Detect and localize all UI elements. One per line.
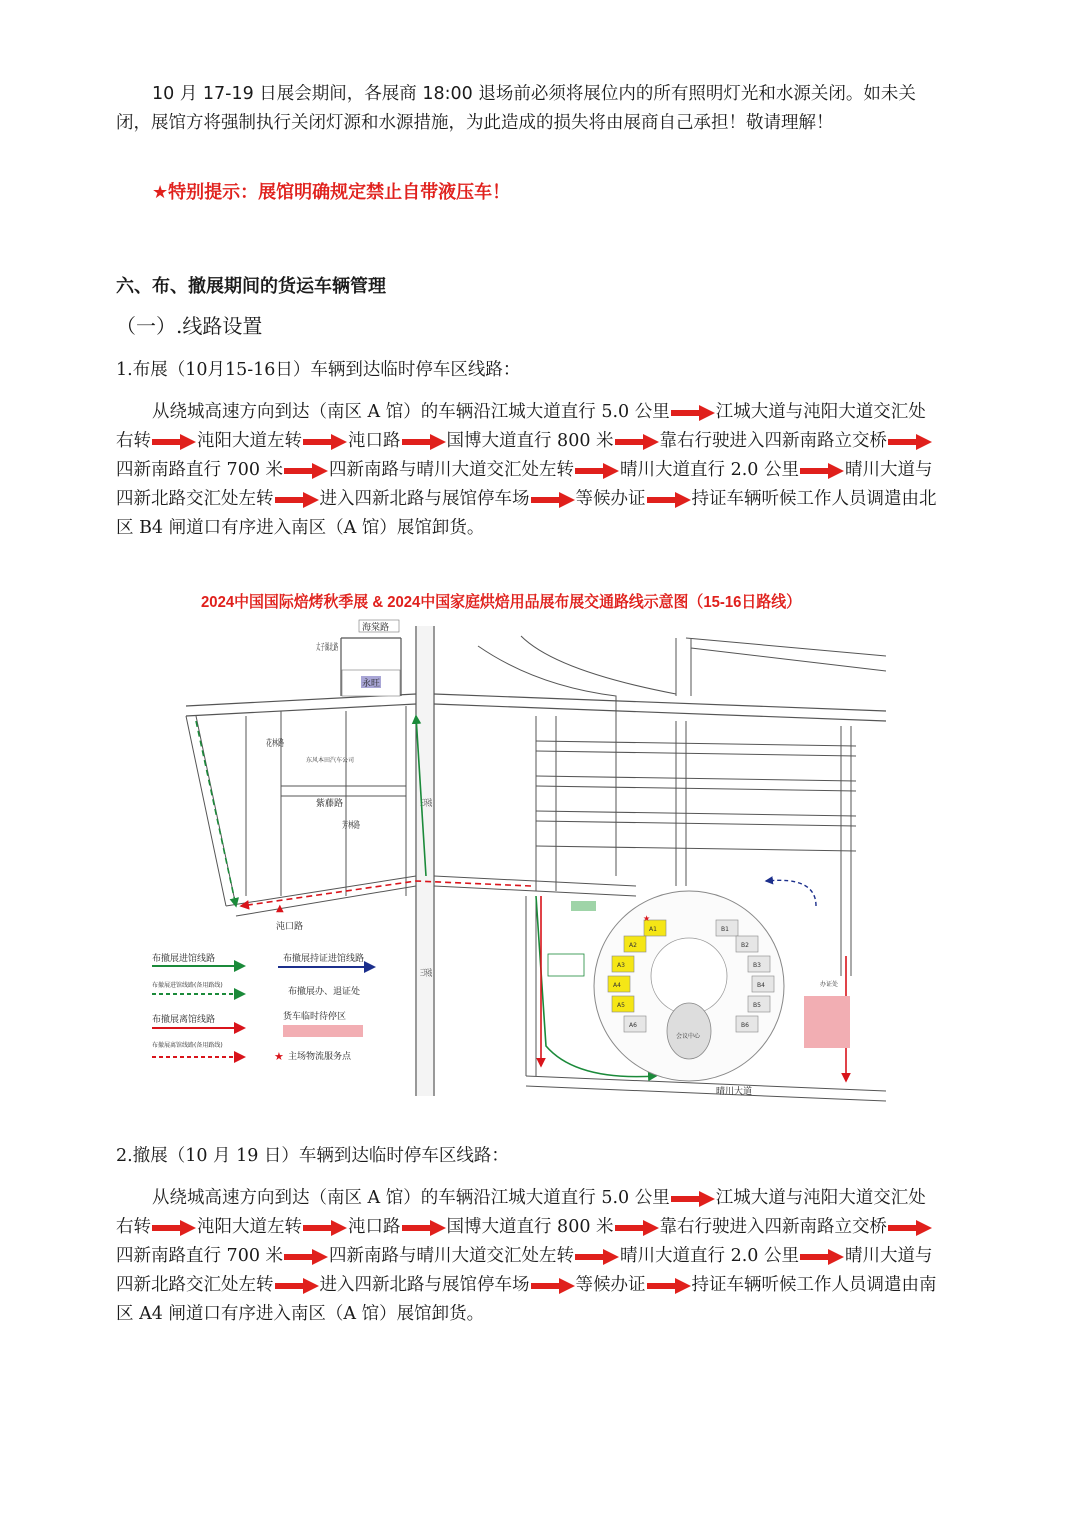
hall-b1: B1 bbox=[721, 926, 729, 933]
red-arrow-icon bbox=[275, 492, 319, 508]
hall-b4: B4 bbox=[757, 982, 765, 989]
legend-temp-parking: 货车临时待停区 bbox=[283, 1012, 347, 1022]
warning-triangle-icon: ▲ bbox=[276, 903, 284, 914]
label-fanglin-road: 芳林路 bbox=[342, 821, 370, 831]
hall-b5: B5 bbox=[753, 1002, 761, 1009]
legend-cert-office: 布撤展办、退证处 bbox=[288, 987, 361, 997]
route-step: 持证车辆听候工作人员调遣由北区 B4 闸道口有序进入南区（A 馆）展馆卸货。 bbox=[116, 489, 937, 538]
route-step: 从绕城高速方向到达（南区 A 馆）的车辆沿江城大道直行 5.0 公里 bbox=[152, 1188, 670, 1208]
intro-paragraph: 10 月 17-19 日展会期间，各展商 18:00 退场前必须将展位内的所有照明灯光和水源关闭。如未关闭，展馆方将强制执行关闭灯源和水源措施，为此造成的损失将由展商自己承担！敬请理解！ bbox=[116, 84, 916, 133]
hall-b3: B3 bbox=[753, 962, 761, 969]
route-step: 江城大道与沌阳大道交汇处右转 bbox=[116, 1188, 926, 1237]
route2-paragraph bbox=[116, 1184, 942, 1329]
label-hualin-road: 花林路 bbox=[266, 739, 294, 749]
red-arrow-icon bbox=[575, 463, 619, 479]
route-step: 进入四新北路与展馆停车场 bbox=[319, 1275, 530, 1295]
temp-parking-area bbox=[804, 996, 850, 1048]
route1-paragraph bbox=[116, 398, 942, 543]
route-step: 四新南路与晴川大道交汇处左转 bbox=[329, 1246, 575, 1266]
red-arrow-icon bbox=[531, 492, 575, 508]
red-arrow-icon bbox=[152, 434, 196, 450]
red-arrow-icon bbox=[888, 1220, 932, 1236]
red-arrow-icon bbox=[615, 434, 659, 450]
red-arrow-icon bbox=[647, 1278, 691, 1294]
route-step: 沌口路 bbox=[348, 431, 401, 451]
label-taizihu-north: 太子湖北路 bbox=[316, 643, 362, 653]
route-step: 沌口路 bbox=[348, 1217, 401, 1237]
hall-a4: A4 bbox=[613, 982, 621, 989]
label-dongfeng: 东风本田汽车公司 bbox=[306, 757, 355, 764]
legend-in-route: 布撤展进馆线路 bbox=[152, 954, 216, 964]
route-step: 晴川大道直行 2.0 公里 bbox=[620, 460, 799, 480]
route-step: 等候办证 bbox=[575, 489, 646, 509]
route-step: 靠右行驶进入四新南路立交桥 bbox=[659, 1217, 888, 1237]
legend-cert-route: 布撤展持证进馆线路 bbox=[283, 954, 365, 964]
route-step: 晴川大道与四新北路交汇处左转 bbox=[116, 460, 933, 509]
legend-logistics: 主场物流服务点 bbox=[288, 1052, 352, 1062]
red-arrow-icon bbox=[888, 434, 932, 450]
route-step: 从绕城高速方向到达（南区 A 馆）的车辆沿江城大道直行 5.0 公里 bbox=[152, 402, 670, 422]
route-step: 靠右行驶进入四新南路立交桥 bbox=[659, 431, 888, 451]
hall-a5: A5 bbox=[617, 1002, 625, 1009]
route1-title: 1.布展（10月15-16日）车辆到达临时停车区线路： bbox=[116, 360, 521, 380]
red-arrow-icon bbox=[402, 1220, 446, 1236]
label-service: 办证处 bbox=[820, 981, 839, 988]
route-step: 四新南路直行 700 米 bbox=[116, 1246, 284, 1266]
red-arrow-icon bbox=[152, 1220, 196, 1236]
hall-b2: B2 bbox=[741, 942, 749, 949]
route-step: 国博大道直行 800 米 bbox=[446, 1217, 614, 1237]
red-arrow-icon bbox=[531, 1278, 575, 1294]
red-arrow-icon bbox=[615, 1220, 659, 1236]
route-map bbox=[116, 576, 886, 1121]
red-arrow-icon bbox=[275, 1278, 319, 1294]
label-jingchuan: 晴川大道 bbox=[716, 1087, 753, 1097]
hall-b6: B6 bbox=[741, 1022, 749, 1029]
hall-a2: A2 bbox=[629, 942, 637, 949]
red-arrow-icon bbox=[671, 405, 715, 421]
map-title: 2024中国国际焙烤秋季展 & 2024中国家庭烘焙用品展布展交通路线示意图（15-16日路线） bbox=[201, 594, 846, 611]
route-step: 晴川大道与四新北路交汇处左转 bbox=[116, 1246, 933, 1295]
section-subheading: （一）.线路设置 bbox=[116, 314, 263, 338]
red-arrow-icon bbox=[303, 434, 347, 450]
route-step: 进入四新北路与展馆停车场 bbox=[319, 489, 530, 509]
route-step: 四新南路与晴川大道交汇处左转 bbox=[329, 460, 575, 480]
red-arrow-icon bbox=[303, 1220, 347, 1236]
label-haibo-road: 海棠路 bbox=[362, 623, 390, 633]
label-hall-center: 会议中心 bbox=[676, 1033, 701, 1040]
red-arrow-icon bbox=[402, 434, 446, 450]
warning-notice: ★特别提示：展馆明确规定禁止自带液压车！ bbox=[152, 182, 511, 203]
label-zhuankou-road: 沌口路 bbox=[276, 922, 304, 932]
route-step: 国博大道直行 800 米 bbox=[446, 431, 614, 451]
legend-out-alt: 布撤展离馆线路(备用路线) bbox=[152, 1042, 223, 1049]
route-step: 四新南路直行 700 米 bbox=[116, 460, 284, 480]
route2-title: 2.撤展（10 月 19 日）车辆到达临时停车区线路： bbox=[116, 1146, 509, 1166]
route-step: 沌阳大道左转 bbox=[197, 431, 302, 451]
route-step: 等候办证 bbox=[575, 1275, 646, 1295]
legend-out-route: 布撤展离馆线路 bbox=[152, 1015, 216, 1025]
red-arrow-icon bbox=[671, 1191, 715, 1207]
red-arrow-icon bbox=[284, 463, 328, 479]
red-arrow-icon bbox=[800, 1249, 844, 1265]
section-heading: 六、布、撤展期间的货运车辆管理 bbox=[116, 276, 386, 297]
legend-in-alt: 布撤展进馆线路(备用路线) bbox=[152, 982, 223, 989]
red-arrow-icon bbox=[575, 1249, 619, 1265]
map-legend bbox=[152, 952, 374, 1063]
red-arrow-icon bbox=[800, 463, 844, 479]
hall-a3: A3 bbox=[617, 962, 625, 969]
red-arrow-icon bbox=[284, 1249, 328, 1265]
label-yongwang: 永旺 bbox=[362, 679, 381, 689]
logistics-star-icon: ★ bbox=[643, 914, 651, 923]
route-step: 江城大道与沌阳大道交汇处右转 bbox=[116, 402, 926, 451]
route-step: 持证车辆听候工作人员调遣由南区 A4 闸道口有序进入南区（A 馆）展馆卸货。 bbox=[116, 1275, 937, 1324]
label-sanhuan: 三环线 bbox=[420, 799, 448, 809]
label-zixiu-road: 紫藤路 bbox=[316, 799, 344, 809]
hall-a6: A6 bbox=[629, 1022, 637, 1029]
route-step: 晴川大道直行 2.0 公里 bbox=[620, 1246, 799, 1266]
label-sanhuan-2: 三环线 bbox=[420, 969, 448, 979]
route-step: 沌阳大道左转 bbox=[197, 1217, 302, 1237]
red-arrow-icon bbox=[647, 492, 691, 508]
hall-a1: A1 bbox=[649, 926, 657, 933]
legend-star-icon: ★ bbox=[274, 1050, 284, 1063]
